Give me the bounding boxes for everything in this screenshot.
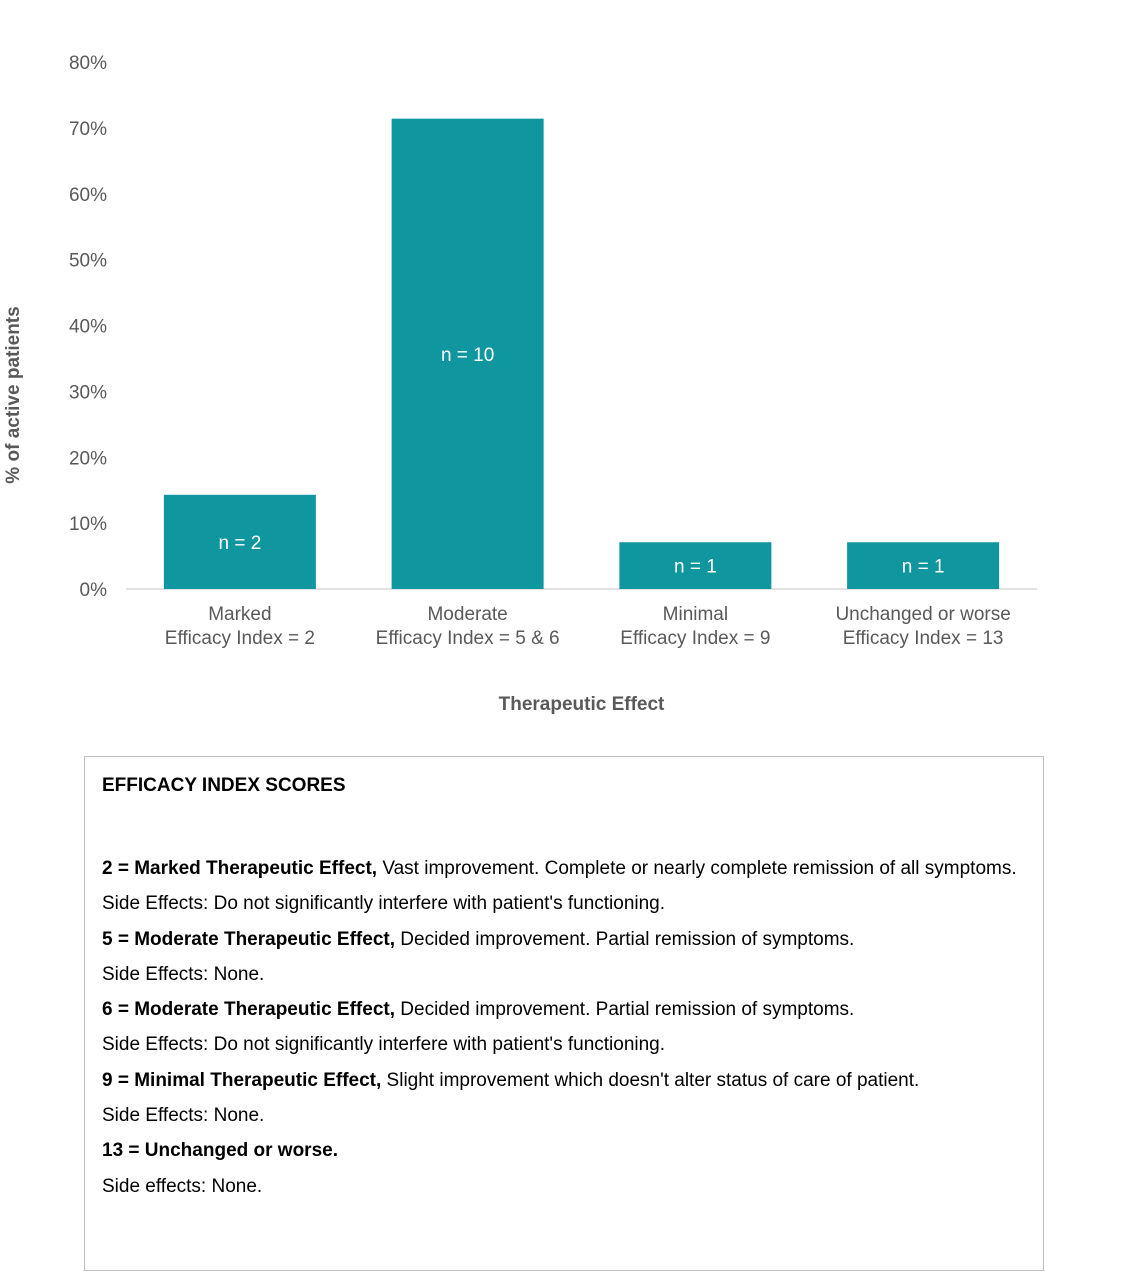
score-entry-heading: 13 = Unchanged or worse.: [102, 1140, 338, 1162]
score-entry: [102, 922, 1026, 957]
bar-data-label: n = 1: [673, 556, 717, 578]
scores-box-title: EFFICACY INDEX SCORES: [102, 775, 346, 796]
y-tick-label: 10%: [68, 514, 107, 536]
score-entry-text: Decided improvement. Partial remission of symptoms.: [395, 928, 855, 950]
y-tick-label: 50%: [68, 250, 107, 272]
category-label: Efficacy Index = 5 & 6: [375, 628, 560, 649]
category-label: Moderate: [427, 604, 508, 625]
score-entry-text: Side Effects: None.: [102, 1105, 265, 1127]
y-tick-label: 60%: [68, 184, 107, 206]
score-entry-text: Side Effects: Do not significantly interfere with patient's functioning.: [102, 893, 666, 915]
bar-data-label: n = 2: [218, 532, 262, 554]
y-tick-label: 80%: [68, 53, 107, 74]
scores-box-entries: [102, 851, 1026, 1204]
score-entry: [102, 886, 1026, 921]
y-tick-label: 0%: [79, 580, 107, 601]
score-entry: [102, 992, 1026, 1027]
category-label: Efficacy Index = 2: [164, 628, 315, 649]
score-entry: [102, 1027, 1026, 1062]
y-tick-label: 70%: [68, 118, 107, 140]
score-entry: [102, 851, 1026, 886]
category-label: Unchanged or worse: [835, 604, 1011, 625]
y-axis-ticks: [69, 53, 107, 601]
score-entry-heading: 6 = Moderate Therapeutic Effect,: [102, 999, 395, 1021]
score-entry-heading: 5 = Moderate Therapeutic Effect,: [102, 928, 395, 950]
score-entry-text: Decided improvement. Partial remission of symptoms.: [395, 999, 855, 1021]
category-label: Minimal: [662, 604, 729, 625]
score-entry-text: Side Effects: None.: [102, 963, 265, 985]
y-tick-label: 40%: [68, 316, 107, 338]
y-axis-title: % of active patients: [3, 306, 24, 484]
score-entry-text: Vast improvement. Complete or nearly complete remission of all symptoms.: [377, 858, 1017, 879]
efficacy-scores-box: [84, 756, 1044, 1271]
y-tick-label: 30%: [68, 382, 107, 404]
bar-data-label: n = 1: [901, 556, 945, 578]
score-entry-text: Side Effects: Do not significantly interfere with patient's functioning.: [102, 1034, 666, 1056]
category-label: Efficacy Index = 9: [620, 628, 771, 649]
score-entry-heading: 9 = Minimal Therapeutic Effect,: [102, 1069, 382, 1091]
score-entry-heading: 2 = Marked Therapeutic Effect,: [102, 858, 378, 879]
score-entry: [102, 1169, 1026, 1204]
score-entry-text: Side effects: None.: [102, 1175, 263, 1197]
score-entry: [102, 957, 1026, 992]
bars-group: [164, 119, 999, 589]
x-axis-title: Therapeutic Effect: [498, 694, 665, 715]
bar-data-label: n = 10: [440, 344, 495, 366]
score-entry: [102, 1063, 1026, 1098]
score-entry: [102, 1098, 1026, 1133]
y-tick-label: 20%: [68, 448, 107, 470]
category-label: Efficacy Index = 13: [842, 628, 1004, 649]
category-label: Marked: [208, 604, 272, 625]
score-entry: [102, 1133, 1026, 1168]
category-labels: [165, 604, 1011, 649]
score-entry-text: Slight improvement which doesn't alter status of care of patient.: [381, 1069, 920, 1091]
